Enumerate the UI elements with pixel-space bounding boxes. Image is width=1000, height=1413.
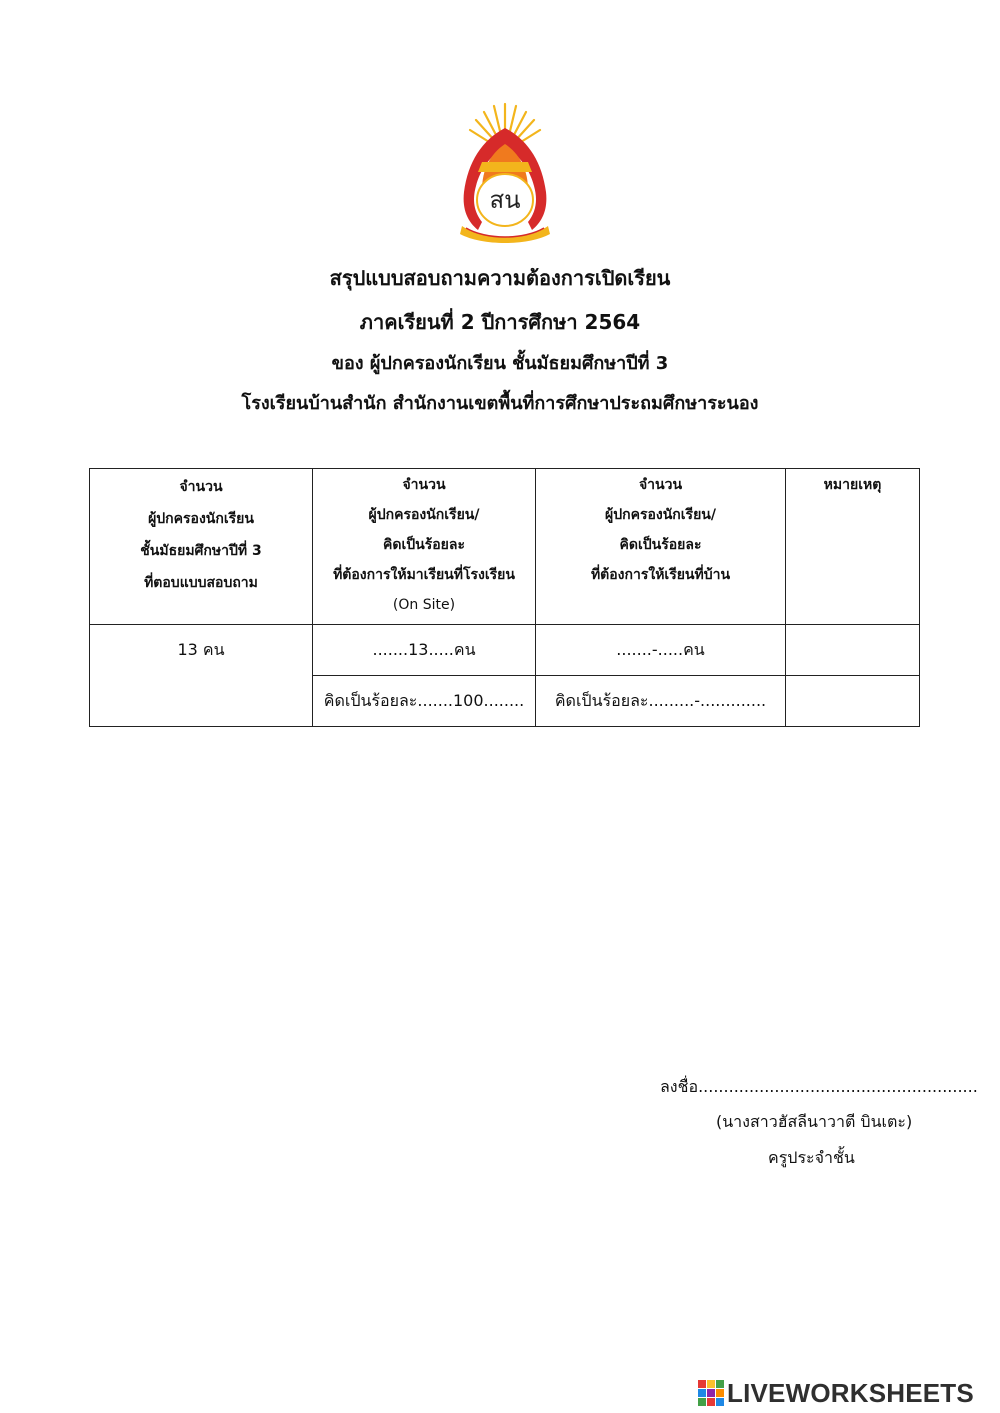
liveworksheets-logo-icon xyxy=(697,1379,725,1407)
title-line-4: โรงเรียนบ้านสำนัก สำนักงานเขตพื้นที่การศึกษาประถมศึกษาระนอง xyxy=(241,393,759,414)
header-line: จำนวน xyxy=(638,477,683,493)
signer-position: ครูประจำชั้น xyxy=(768,1148,855,1167)
header-line: ที่ตอบแบบสอบถาม xyxy=(144,575,258,591)
onsite-percent: คิดเป็นร้อยละ.......100........ xyxy=(313,676,536,727)
note-cell xyxy=(786,625,920,676)
signature-line: ลงชื่อ....................................................... xyxy=(660,1077,978,1096)
header-note: หมายเหตุ xyxy=(786,469,920,625)
signer-name: (นางสาวฮัสลีนาวาตี บินเตะ) xyxy=(716,1112,913,1131)
header-line: จำนวน xyxy=(179,479,223,495)
header-line: ที่ต้องการให้เรียนที่บ้าน xyxy=(590,567,731,583)
onsite-count: .......13.....คน xyxy=(313,625,536,676)
home-percent: คิดเป็นร้อยละ.........-............. xyxy=(536,676,786,727)
watermark-text: LIVEWORKSHEETS xyxy=(727,1377,974,1408)
emblem-text: สน xyxy=(489,186,521,214)
home-count: .......-.....คน xyxy=(536,625,786,676)
header-home xyxy=(536,469,786,625)
liveworksheets-watermark xyxy=(697,1377,974,1409)
header-line: ที่ต้องการให้มาเรียนที่โรงเรียน xyxy=(333,567,515,583)
table-header-row xyxy=(90,469,920,625)
header-line: คิดเป็นร้อยละ xyxy=(619,537,702,553)
header-respondents xyxy=(90,469,313,625)
header-onsite xyxy=(313,469,536,625)
note-cell xyxy=(786,676,920,727)
table-row xyxy=(90,625,920,676)
summary-table xyxy=(89,468,920,727)
title-line-1: สรุปแบบสอบถามความต้องการเปิดเรียน xyxy=(329,266,671,290)
header-line: ผู้ปกครองนักเรียน xyxy=(148,511,254,527)
header-line: ชั้นมัธยมศึกษาปีที่ 3 xyxy=(140,543,262,559)
header-line: คิดเป็นร้อยละ xyxy=(383,537,465,553)
header-line: ผู้ปกครองนักเรียน/ xyxy=(605,507,716,523)
header-line: จำนวน xyxy=(402,477,446,493)
school-emblem-icon xyxy=(452,100,558,246)
respondents-count: 13 คน xyxy=(90,625,313,727)
header-line: (On Site) xyxy=(392,597,456,613)
header-line: ผู้ปกครองนักเรียน/ xyxy=(368,507,480,523)
title-line-2: ภาคเรียนที่ 2 ปีการศึกษา 2564 xyxy=(359,310,641,334)
title-line-3: ของ ผู้ปกครองนักเรียน ชั้นมัธยมศึกษาปีที่ 3 xyxy=(331,353,669,374)
